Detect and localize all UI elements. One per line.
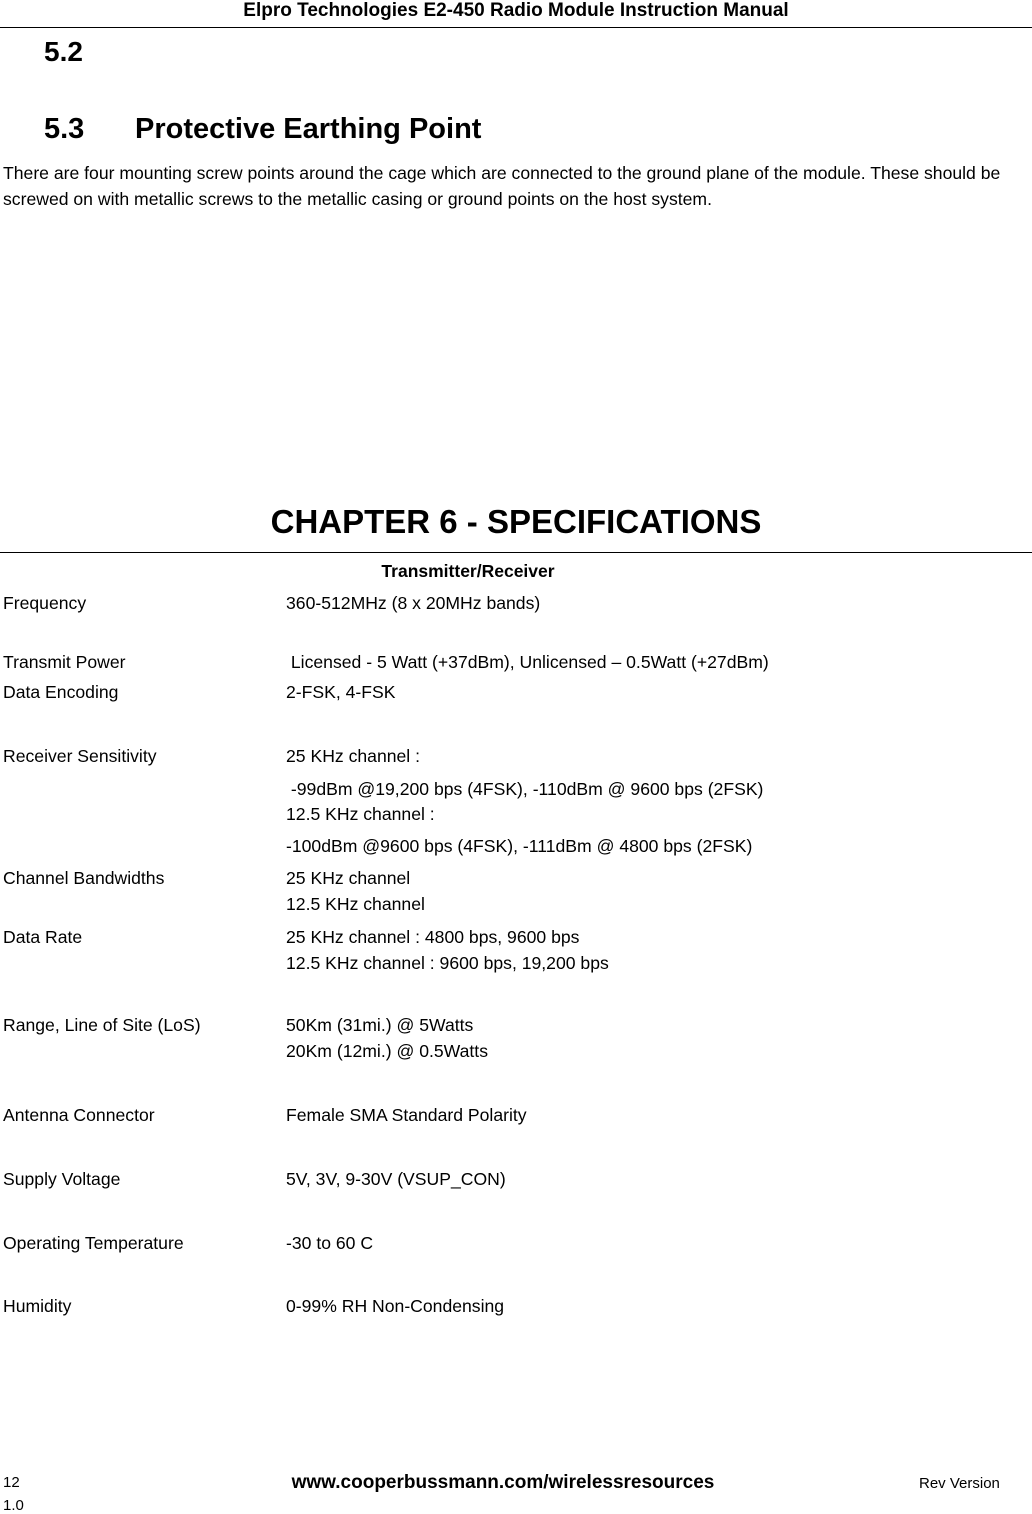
spec-label-channel-bandwidths: Channel Bandwidths [3,868,165,888]
section-5-3-body: There are four mounting screw points around the cage which are connected to the ground plane of the module. These should be screwed on with metallic screws to the metallic casing or ground points on the host system. [3,163,1001,209]
footer-rev-number: 1.0 [3,1497,24,1514]
spec-value-humidity: 0-99% RH Non-Condensing [286,1296,505,1316]
spec-value-receiver-sensitivity-line: 25 KHz channel : [286,746,420,766]
spec-value-channel-bandwidths-line: 12.5 KHz channel [286,894,425,914]
spec-value-frequency: 360-512MHz (8 x 20MHz bands) [286,593,541,613]
section-5-3-title: Protective Earthing Point [135,113,482,145]
spec-value-data-rate-line: 25 KHz channel : 4800 bps, 9600 bps [286,927,580,947]
spec-label-antenna-connector: Antenna Connector [3,1105,155,1125]
spec-label-supply-voltage: Supply Voltage [3,1169,121,1189]
spec-label-data-encoding: Data Encoding [3,682,119,702]
spec-value-data-rate-line: 12.5 KHz channel : 9600 bps, 19,200 bps [286,953,609,973]
footer-website-link[interactable]: www.cooperbussmann.com/wirelessresources [291,1472,715,1493]
spec-subheading: Transmitter/Receiver [381,561,555,581]
section-5-2-heading: 5.2 [44,36,83,67]
spec-label-humidity: Humidity [3,1296,72,1316]
footer-page-number: 12 [3,1474,20,1491]
spec-value-receiver-sensitivity-line: -99dBm @19,200 bps (4FSK), -110dBm @ 9600 bps (2FSK) [286,779,764,799]
spec-label-frequency: Frequency [3,593,87,613]
spec-value-operating-temperature: -30 to 60 C [286,1233,374,1253]
spec-value-transmit-power: Licensed - 5 Watt (+37dBm), Unlicensed – 0.5Watt (+27dBm) [286,652,769,672]
spec-value-data-encoding: 2-FSK, 4-FSK [286,682,396,702]
spec-value-range-line: 50Km (31mi.) @ 5Watts [286,1015,474,1035]
chapter-title: CHAPTER 6 - SPECIFICATIONS [270,503,762,540]
spec-label-receiver-sensitivity: Receiver Sensitivity [3,746,157,766]
spec-label-data-rate: Data Rate [3,927,83,947]
spec-value-range-line: 20Km (12mi.) @ 0.5Watts [286,1041,488,1061]
spec-value-supply-voltage: 5V, 3V, 9-30V (VSUP_CON) [286,1169,506,1189]
footer-rev-label: Rev Version [919,1475,1000,1492]
document-header-title: Elpro Technologies E2-450 Radio Module Instruction Manual [243,0,789,21]
header-divider [0,27,1032,28]
spec-label-operating-temperature: Operating Temperature [3,1233,184,1253]
spec-value-channel-bandwidths-line: 25 KHz channel [286,868,411,888]
spec-value-antenna-connector: Female SMA Standard Polarity [286,1105,527,1125]
spec-value-receiver-sensitivity-line: -100dBm @9600 bps (4FSK), -111dBm @ 4800 bps (2FSK) [286,836,753,856]
chapter-divider [0,552,1032,553]
spec-label-range: Range, Line of Site (LoS) [3,1015,201,1035]
spec-value-receiver-sensitivity-line: 12.5 KHz channel : [286,804,435,824]
spec-label-transmit-power: Transmit Power [3,652,126,672]
section-5-3-number: 5.3 [44,113,85,145]
